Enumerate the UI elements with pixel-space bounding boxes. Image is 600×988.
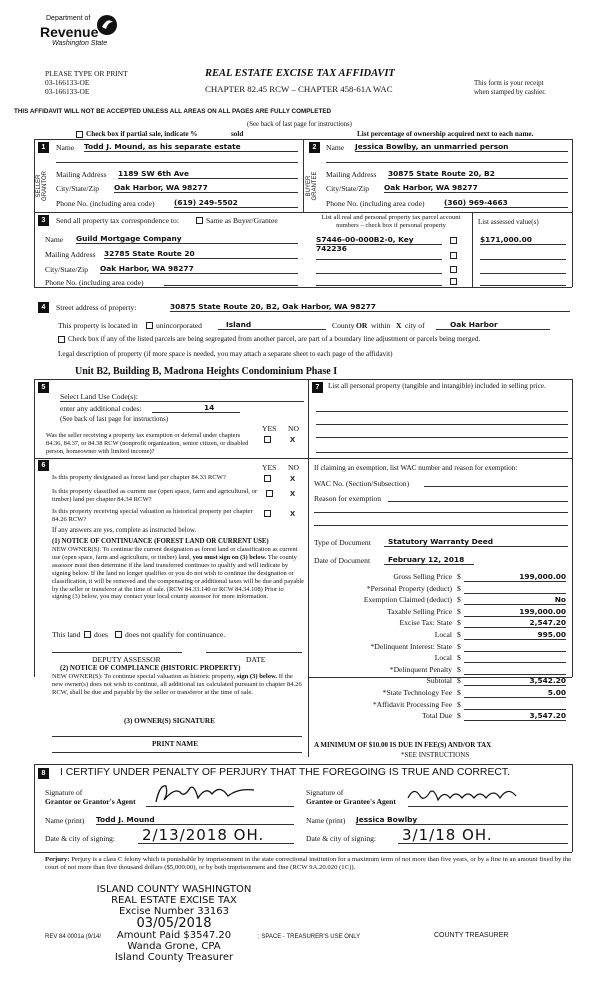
deputy-assessor-line[interactable] xyxy=(52,652,182,653)
buyer-city-field[interactable]: Oak Harbor, WA 98277 xyxy=(384,183,568,193)
section-5-number: 5 xyxy=(38,382,49,393)
buyer-phone-label: Phone No. (including area code) xyxy=(326,199,425,208)
tax-row-label: Local xyxy=(434,653,452,663)
parcel-4-checkbox[interactable] xyxy=(450,278,457,285)
treasurer-stamp xyxy=(94,884,254,963)
tax-row-label: *Delinquent Interest: State xyxy=(370,641,452,651)
notice2-body-b: If the new owner(s) does not wish to continue, all additional tax calculated pursuant to chapter 84.26 RCW, shall be due and payable by the seller or transferor at the time of sale. xyxy=(52,673,302,696)
see-instructions-label: *SEE INSTRUCTIONS xyxy=(401,751,470,759)
parcel-field-4[interactable] xyxy=(316,277,442,286)
notice2-bold: sign (3) below. xyxy=(236,673,278,680)
forest-land-question: Is this property designated as forest land per chapter 84.33 RCW? xyxy=(52,474,226,481)
does-not-label: does not qualify for continuance. xyxy=(125,630,226,639)
deputy-assessor-label: DEPUTY ASSESSOR xyxy=(92,655,161,664)
land-use-field[interactable] xyxy=(60,400,304,402)
perjury-label: Perjury: xyxy=(45,856,70,863)
tax-row-label: Subtotal xyxy=(426,676,452,686)
tax-row xyxy=(312,618,572,630)
tax-row xyxy=(312,630,572,642)
s3-name-label: Name xyxy=(45,235,64,244)
form-revision: REV 84 0001a (9/14/ xyxy=(45,934,102,940)
grantor-signature[interactable] xyxy=(150,780,270,808)
q2-yes-checkbox[interactable] xyxy=(266,490,273,497)
stamp-line2: REAL ESTATE EXCISE TAX xyxy=(111,895,237,906)
grantor-sig-of: Signature of xyxy=(45,788,83,797)
buyer-mailing-field[interactable]: 30875 State Route 20, B2 xyxy=(388,169,568,179)
notice1-body-a: NEW OWNER(S): To continue the current designation as forest land or classification as current use (open space, farm and agriculture, or timber) land, xyxy=(52,546,298,561)
legal-description-field[interactable]: Unit B2, Building B, Madrona Heights Condominium Phase I xyxy=(75,366,338,377)
s3-city-field[interactable]: Oak Harbor, WA 98277 xyxy=(100,264,298,274)
tax-row-sign: $ xyxy=(457,629,461,639)
within-city-mark[interactable]: X xyxy=(396,321,402,330)
seller-grantor-vertical-label: SELLER GRANTOR xyxy=(36,171,48,201)
tax-row xyxy=(312,688,572,700)
parcel-field-2[interactable] xyxy=(316,250,442,260)
q1-yes-checkbox[interactable] xyxy=(264,475,271,482)
tax-row-value[interactable]: 199,000.00 xyxy=(464,572,566,582)
q3-yes-checkbox[interactable] xyxy=(264,510,271,517)
dor-logo xyxy=(38,12,128,56)
logo-swirl-icon xyxy=(96,14,118,36)
section-7-number: 7 xyxy=(312,382,323,393)
section-8-number: 8 xyxy=(38,768,49,779)
tax-row-value[interactable]: 3,542.20 xyxy=(464,676,566,686)
q3-no-answer[interactable]: X xyxy=(290,509,296,518)
seller-phone-label: Phone No. (including area code) xyxy=(56,199,155,208)
tax-row-sign: $ xyxy=(457,641,461,651)
doc-type-label: Type of Document xyxy=(314,538,371,547)
grantor-agent-label: Grantor or Grantor's Agent xyxy=(45,797,136,806)
if-yes-label: If any answers are yes, complete as instructed below. xyxy=(52,527,197,534)
seller-mailing-field[interactable]: 1189 SW 6th Ave xyxy=(118,169,298,179)
owner-signature-line[interactable] xyxy=(52,736,302,737)
tax-row-sign: $ xyxy=(457,664,461,674)
grantee-date-field[interactable]: 3/1/18 OH. xyxy=(398,826,568,844)
tax-row xyxy=(312,642,572,654)
certify-statement: I CERTIFY UNDER PENALTY OF PERJURY THAT THE FOREGOING IS TRUE AND CORRECT. xyxy=(60,767,510,778)
s5-yes-checkbox[interactable] xyxy=(264,436,271,443)
deputy-date-line[interactable] xyxy=(206,652,302,653)
stamp-line6: Wanda Grone, CPA xyxy=(127,941,221,952)
minimum-due-label: A MINIMUM OF $10.00 IS DUE IN FEE(S) AND/OR TAX xyxy=(314,741,492,749)
tax-row-label: Taxable Selling Price xyxy=(387,606,452,616)
notice1-bold: you must sign on (3) below. xyxy=(192,553,267,561)
section-4-number: 4 xyxy=(38,302,49,313)
s3-name-field[interactable]: Guild Mortgage Company xyxy=(76,234,298,244)
tax-row-value[interactable]: 2,547.20 xyxy=(464,618,566,628)
stamp-line7: Island County Treasurer xyxy=(114,952,234,963)
segregated-checkbox[interactable] xyxy=(58,336,65,343)
seller-city-label: City/State/Zip xyxy=(56,184,100,193)
tax-row-sign: $ xyxy=(457,676,461,686)
grantee-sig-of: Signature of xyxy=(306,788,344,797)
ownership-list-label: List percentage of ownership acquired next to each name. xyxy=(357,130,534,138)
tax-row-value[interactable]: 3,547.20 xyxy=(464,711,566,721)
tax-row-sign: $ xyxy=(457,595,461,605)
doc-date-label: Date of Document xyxy=(314,556,371,565)
wac-label: WAC No. (Section/Subsection) xyxy=(314,479,410,488)
notice2-body xyxy=(52,673,304,697)
tax-row xyxy=(312,700,572,712)
see-back-instructions: (See back of last page for instructions) xyxy=(247,121,352,128)
q2-no-answer[interactable]: X xyxy=(290,489,296,498)
does-not-checkbox[interactable] xyxy=(115,631,122,638)
reason-label: Reason for exemption xyxy=(314,494,382,503)
personal-property-label: List all personal property (tangible and intangible) included in selling price. xyxy=(328,382,546,390)
receipt-note-1: This form is your receipt xyxy=(474,79,544,87)
tax-row-label: *Affidavit Processing Fee xyxy=(372,699,452,709)
tax-row-label: Exemption Claimed (deduct) xyxy=(363,595,452,605)
buyer-name-field[interactable]: Jessica Bowlby, an unmarried person xyxy=(355,142,568,152)
form-chapter: CHAPTER 82.45 RCW – CHAPTER 458-61A WAC xyxy=(205,84,393,94)
sold-label: sold xyxy=(231,130,244,138)
tax-row-value[interactable] xyxy=(464,665,566,675)
partial-sale-label: Check box if partial sale, indicate % xyxy=(86,130,198,138)
buyer-city-label: City/State/Zip xyxy=(326,184,370,193)
s6-no-header: NO xyxy=(288,463,299,472)
tax-row-sign: $ xyxy=(457,699,461,709)
tax-row-value[interactable] xyxy=(464,584,566,594)
personal-property-line-4[interactable] xyxy=(316,452,568,453)
current-use-question: Is this property classified as current use (open space, farm and agricultural, or timber) land per chapter 84.34 RCW? xyxy=(52,488,258,503)
tax-row-sign: $ xyxy=(457,653,461,663)
tax-row-value[interactable]: 199,000.00 xyxy=(464,607,566,617)
parcel-2-checkbox[interactable] xyxy=(450,252,457,259)
s3-mailing-field[interactable]: 32785 State Route 20 xyxy=(104,249,298,259)
tax-row xyxy=(312,676,572,688)
tax-row-value[interactable]: 995.00 xyxy=(464,630,566,640)
buyer-name-label: Name xyxy=(326,143,345,152)
buyer-mailing-label: Mailing Address xyxy=(326,170,377,179)
tax-row xyxy=(312,711,572,723)
s3-phone-field[interactable] xyxy=(164,277,298,286)
tax-row-sign: $ xyxy=(457,711,461,721)
additional-codes-field[interactable]: 14 xyxy=(152,403,240,413)
personal-property-line-3[interactable] xyxy=(316,437,568,438)
assessed-field-1[interactable]: $171,000.00 xyxy=(480,235,566,245)
s5-yes-header: YES xyxy=(262,424,277,433)
exemption-question: Was the seller receiving a property tax exemption or deferral under chapters 84.36, 84.37, or 84.38 RCW (nonprofit organization, senior citizen, or disabled person, homeowner with limited income)? xyxy=(46,432,249,455)
notice1-title: (1) NOTICE OF CONTINUANCE (FOREST LAND OR CURRENT USE) xyxy=(52,538,269,545)
stamp-line5: Amount Paid $3547.20 xyxy=(116,930,232,941)
correspondence-label: Send all property tax correspondence to: xyxy=(56,216,179,225)
s5-no-header: NO xyxy=(288,424,299,433)
print-name-line[interactable] xyxy=(52,752,302,753)
form-code-2: 03-166133-OE xyxy=(45,87,90,96)
form-title: REAL ESTATE EXCISE TAX AFFIDAVIT xyxy=(205,68,395,79)
tax-row-sign: $ xyxy=(457,687,461,697)
s5-no-answer[interactable]: X xyxy=(290,435,296,444)
receipt-note-2: when stamped by cashier. xyxy=(474,88,546,96)
warning-text: THIS AFFIDAVIT WILL NOT BE ACCEPTED UNLESS ALL AREAS ON ALL PAGES ARE FULLY COMPLETED xyxy=(14,108,332,115)
notice1-body xyxy=(52,546,304,601)
s3-phone-label: Phone No. (including area code) xyxy=(45,278,144,287)
assessed-field-2[interactable] xyxy=(480,250,566,260)
wac-field[interactable] xyxy=(424,478,568,487)
buyer-grantee-vertical-label: BUYER GRANTEE xyxy=(306,171,318,201)
personal-property-line-2[interactable] xyxy=(316,424,568,425)
or-label: OR xyxy=(356,321,368,330)
doc-date-field[interactable]: February 12, 2018 xyxy=(384,555,474,565)
perjury-notice xyxy=(45,856,573,872)
segregated-label: Check box if any of the listed parcels are being segregated from another parcel, are part of a boundary line adjustment or parcels being merged. xyxy=(68,335,481,343)
section-3-number: 3 xyxy=(38,215,49,226)
seller-name-field[interactable]: Todd J. Mound, as his separate estate xyxy=(84,142,298,152)
assessed-field-3[interactable] xyxy=(480,264,566,274)
within-label: within xyxy=(371,321,391,330)
grantor-name-label: Name (print) xyxy=(45,816,85,825)
tax-row xyxy=(312,595,572,607)
deputy-date-label: DATE xyxy=(246,655,266,664)
buyer-phone-field[interactable]: (360) 969-4663 xyxy=(444,198,568,208)
does-label: does xyxy=(94,630,108,639)
notice2-title: (2) NOTICE OF COMPLIANCE (HISTORIC PROPERTY) xyxy=(60,664,241,672)
partial-sale-checkbox[interactable] xyxy=(76,131,83,138)
doc-type-field[interactable]: Statutory Warranty Deed xyxy=(384,537,568,547)
section-1-number: 1 xyxy=(38,142,49,153)
this-land-label: This land xyxy=(52,630,81,639)
does-checkbox[interactable] xyxy=(84,631,91,638)
parcel-header: List all real and personal property tax parcel account numbers – check box if personal property xyxy=(321,214,461,229)
located-label: This property is located in xyxy=(58,321,138,330)
tax-row-sign: $ xyxy=(457,618,461,628)
grantor-name-field[interactable]: Todd J. Mound xyxy=(96,815,294,825)
stamp-line1: ISLAND COUNTY WASHINGTON xyxy=(96,884,252,895)
grantee-name-field[interactable]: Jessica Bowlby xyxy=(356,815,568,825)
tax-row xyxy=(312,607,572,619)
street-field[interactable]: 30875 State Route 20, B2, Oak Harbor, WA 98277 xyxy=(170,302,570,312)
tax-row-label: Gross Selling Price xyxy=(393,572,452,581)
tax-row-label: Local xyxy=(434,629,452,639)
county-field[interactable]: Island xyxy=(218,320,326,330)
same-as-buyer-label: Same as Buyer/Grantee xyxy=(206,216,278,225)
s3-city-label: City/State/Zip xyxy=(45,265,89,274)
parcel-field-1[interactable]: S7446-00-000B2-0, Key 742236 xyxy=(316,235,442,245)
print-name-label: PRINT NAME xyxy=(152,740,198,748)
tax-row-value[interactable] xyxy=(464,700,566,710)
parcel-field-3[interactable] xyxy=(316,264,442,274)
form-code-1: 03-166133-OE xyxy=(45,78,90,87)
parcel-1-checkbox[interactable] xyxy=(450,237,457,244)
county-label: County xyxy=(332,321,355,330)
personal-property-line-1[interactable] xyxy=(316,411,568,412)
reason-field[interactable] xyxy=(388,493,568,502)
tax-row xyxy=(312,653,572,665)
tax-row-label: *State Technology Fee xyxy=(382,687,452,697)
assessed-field-4[interactable] xyxy=(480,277,566,286)
tax-row-value[interactable]: No xyxy=(464,595,566,605)
assessed-header: List assessed value(s) xyxy=(478,218,539,226)
grantor-date-label: Date & city of signing: xyxy=(45,834,116,843)
tax-row-value[interactable] xyxy=(464,653,566,663)
q1-no-answer[interactable]: X xyxy=(290,474,296,483)
street-label: Street address of property: xyxy=(56,303,137,312)
grantee-agent-label: Grantee or Grantee's Agent xyxy=(306,797,396,806)
please-type: PLEASE TYPE OR PRINT xyxy=(45,69,128,78)
same-as-buyer-checkbox[interactable] xyxy=(196,217,203,224)
s3-mailing-label: Mailing Address xyxy=(45,250,96,259)
seller-phone-field[interactable]: (619) 249-5502 xyxy=(174,198,298,208)
logo-line2: Revenue xyxy=(40,24,99,40)
grantor-date-field[interactable]: 2/13/2018 OH. xyxy=(138,826,294,844)
logo-line1: Department of xyxy=(46,15,91,22)
tax-row xyxy=(312,572,572,584)
seller-mailing-label: Mailing Address xyxy=(56,170,107,179)
section-2-number: 2 xyxy=(309,142,320,153)
tax-row-value[interactable] xyxy=(464,642,566,652)
tax-row xyxy=(312,665,572,677)
tax-row-label: *Delinquent Penalty xyxy=(389,664,452,674)
tax-row-sign: $ xyxy=(457,606,461,616)
perjury-text: Perjury is a class C felony which is punishable by imprisonment in the state correctional institution for a maximum term of not more than five years, or by a fine in an amount fixed by the court of not more than five thousand dollars ($5,000.00), or by both imprisonment and fine (RCW 9A.20.020 (1C)). xyxy=(45,856,572,871)
grantee-name-label: Name (print) xyxy=(306,816,346,825)
historic-question: Is this property receiving special valuation as historical property per chapter 84.26 RCW? xyxy=(52,508,253,523)
owner-signature-label: (3) OWNER(S) SIGNATURE xyxy=(124,717,215,725)
s5-see-back: (See back of last page for instructions) xyxy=(60,415,169,423)
tax-row xyxy=(312,584,572,596)
grantee-signature[interactable] xyxy=(404,784,524,808)
tax-row-value[interactable]: 5.00 xyxy=(464,688,566,698)
logo-line3: Washington State xyxy=(52,40,108,47)
legal-description-label: Legal description of property (if more space is needed, you may attach a separate sheet to each page of the affidavit) xyxy=(58,350,393,358)
city-of-label: city of xyxy=(405,321,425,330)
stamp-line4: 03/05/2018 xyxy=(136,916,212,931)
tax-row-label: *Personal Property (deduct) xyxy=(366,583,452,593)
tax-row-label: Excise Tax: State xyxy=(399,618,452,628)
seller-name-label: Name xyxy=(56,143,75,152)
tax-row-sign: $ xyxy=(457,572,461,581)
tax-row-label: Total Due xyxy=(421,711,452,721)
select-land-label: Select Land Use Code(s): xyxy=(60,392,138,401)
parcel-3-checkbox[interactable] xyxy=(450,266,457,273)
city-field[interactable]: Oak Harbor xyxy=(436,320,550,330)
s6-yes-header: YES xyxy=(262,463,277,472)
enter-codes-label: enter any additional codes: xyxy=(60,404,142,413)
exemption-claim-label: If claiming an exemption, list WAC number and reason for exemption: xyxy=(314,464,518,472)
tax-row-sign: $ xyxy=(457,583,461,593)
notice1-body-b: The county assessor must then determine if the land transferred continues to qualify and will indicate by signing below. If the land no longer qualifies or you do not wish to continue the designation or classification, it will be removed and the compensating or additional taxes will be due and payable by the seller or transferor at the time of sale. (RCW 84.33.140 or RCW 84.34.108) Prior to signing (3) below, you may contact your local county assessor for more information. xyxy=(52,553,304,601)
unincorporated-label: unincorporated xyxy=(156,321,202,330)
tax-table xyxy=(312,572,572,723)
county-treasurer-label: COUNTY TREASURER xyxy=(434,932,509,939)
seller-city-field[interactable]: Oak Harbor, WA 98277 xyxy=(114,183,298,193)
stamp-line3: Excise Number 33163 xyxy=(118,906,230,917)
unincorporated-checkbox[interactable] xyxy=(146,322,153,329)
grantee-date-label: Date & city of signing: xyxy=(306,834,377,843)
notice2-body-a: NEW OWNER(S): To continue special valuation as historic property, xyxy=(52,673,236,680)
section-6-number: 6 xyxy=(38,460,49,471)
treasurer-space-label: ; SPACE - TREASURER'S USE ONLY xyxy=(258,934,361,940)
